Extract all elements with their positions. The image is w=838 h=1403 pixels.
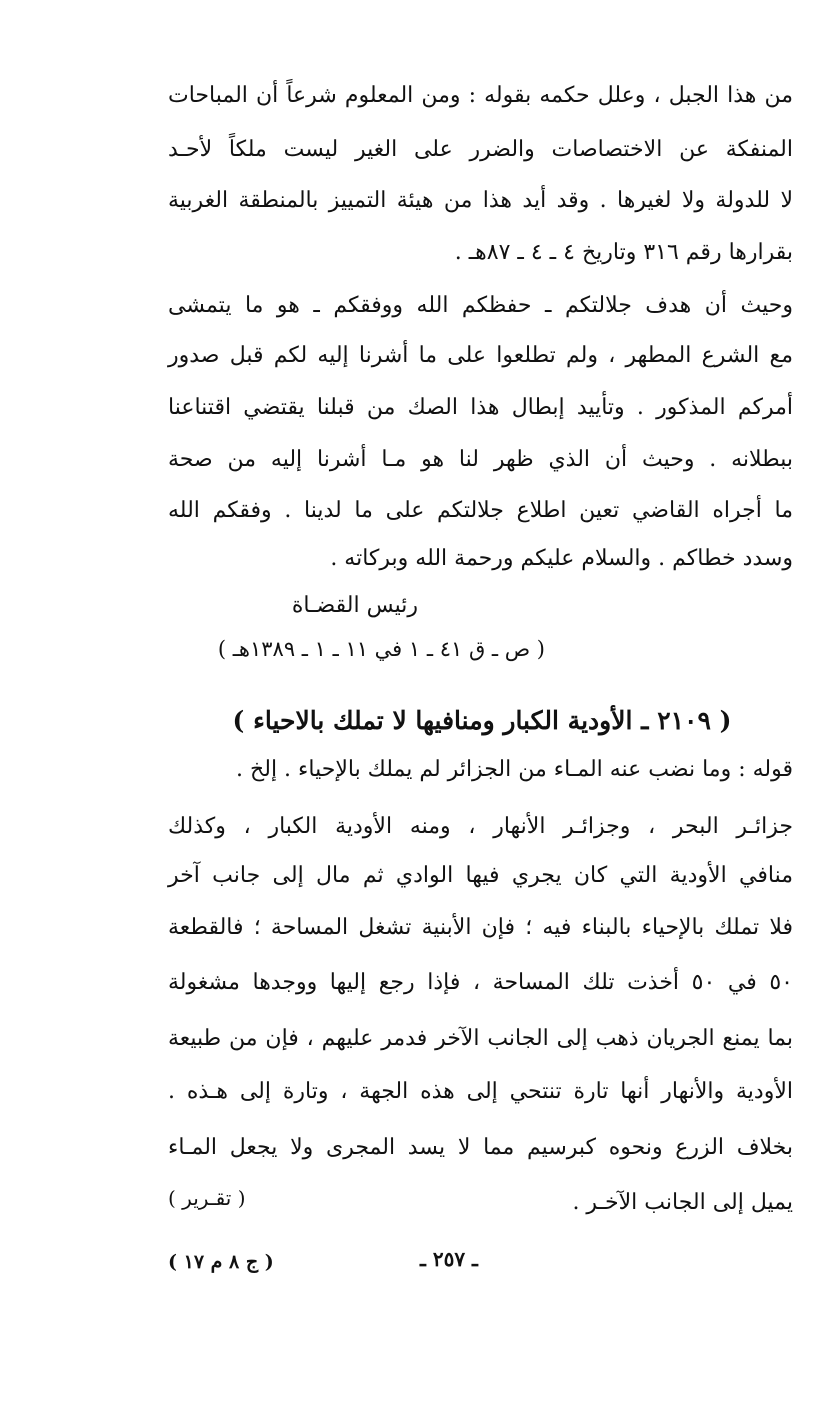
text-line: من هذا الجبل ، وعلل حكمه بقوله : ومن المعلوم شرعاً أن المباحات [168,83,793,108]
text-line: مع الشرع المطهر ، ولم تطلعوا على ما أشرنا إليه لكم قبل صدور [168,343,793,368]
volume-reference: ( ج ٨ م ١٧ ) [168,1251,274,1273]
text-line: ما أجراه القاضي تعين اطلاع جلالتكم على ما لدينا . وفقكم الله [168,498,793,523]
text-line: وسدد خطاكم . والسلام عليكم ورحمة الله وبركاته . [330,546,793,571]
text-line: بقرارها رقم ٣١٦ وتاريخ ٤ ـ ٤ ـ ٨٧هـ . [454,240,793,265]
text-line: جزائـر البحر ، وجزائـر الأنهار ، ومنه الأودية الكبار ، وكذلك [168,814,793,839]
text-line: فلا تملك بالإحياء بالبناء فيه ؛ فإن الأبنية تشغل المساحة ؛ فالقطعة [168,915,793,940]
signature-reference: ( ص ـ ق ٤١ ـ ١ في ١١ ـ ١ ـ ١٣٨٩هـ ) [217,637,545,661]
text-line: أمركم المذكور . وتأييد إبطال هذا الصك من قبلنا يقتضي اقتناعنا [168,395,793,420]
text-line: يميل إلى الجانب الآخـر . [572,1190,793,1215]
text-line: ٥٠ في ٥٠ أخذت تلك المساحة ، فإذا رجع إليها ووجدها مشغولة [168,970,793,995]
report-label: ( تقـرير ) [168,1186,246,1210]
text-line: قوله : وما نضب عنه المـاء من الجزائر لم يملك بالإحياء . إلخ . [236,757,793,782]
text-line: وحيث أن هدف جلالتكم ـ حفظكم الله ووفقكم ـ هو ما يتمشى [168,293,793,318]
text-line: الأودية والأنهار أنها تارة تنتحي إلى هذه الجهة ، وتارة إلى هـذه . [168,1079,793,1104]
section-heading: ( ٢١٠٩ ـ الأودية الكبار ومنافيها لا تملك بالاحياء ) [232,706,732,735]
text-line: منافي الأودية التي كان يجري فيها الوادي ثم مال إلى جانب آخر [168,863,793,888]
text-line: بخلاف الزرع ونحوه كبرسيم مما لا يسد المجرى ولا يجعل المـاء [168,1135,793,1160]
text-line: لا للدولة ولا لغيرها . وقد أيد هذا من هيئة التمييز بالمنطقة الغربية [168,188,793,213]
text-line: ببطلانه . وحيث أن الذي ظهر لنا هو مـا أشرنا إليه من صحة [168,447,793,472]
signature-title: رئيس القضـاة [291,593,418,618]
text-line: بما يمنع الجريان ذهب إلى الجانب الآخر فدمر عليهم ، فإن من طبيعة [168,1026,793,1051]
text-line: المنفكة عن الاختصاصات والضرر على الغير ليست ملكاً لأحـد [168,137,793,162]
page-number: ـ ٢٥٧ ـ [420,1247,478,1271]
